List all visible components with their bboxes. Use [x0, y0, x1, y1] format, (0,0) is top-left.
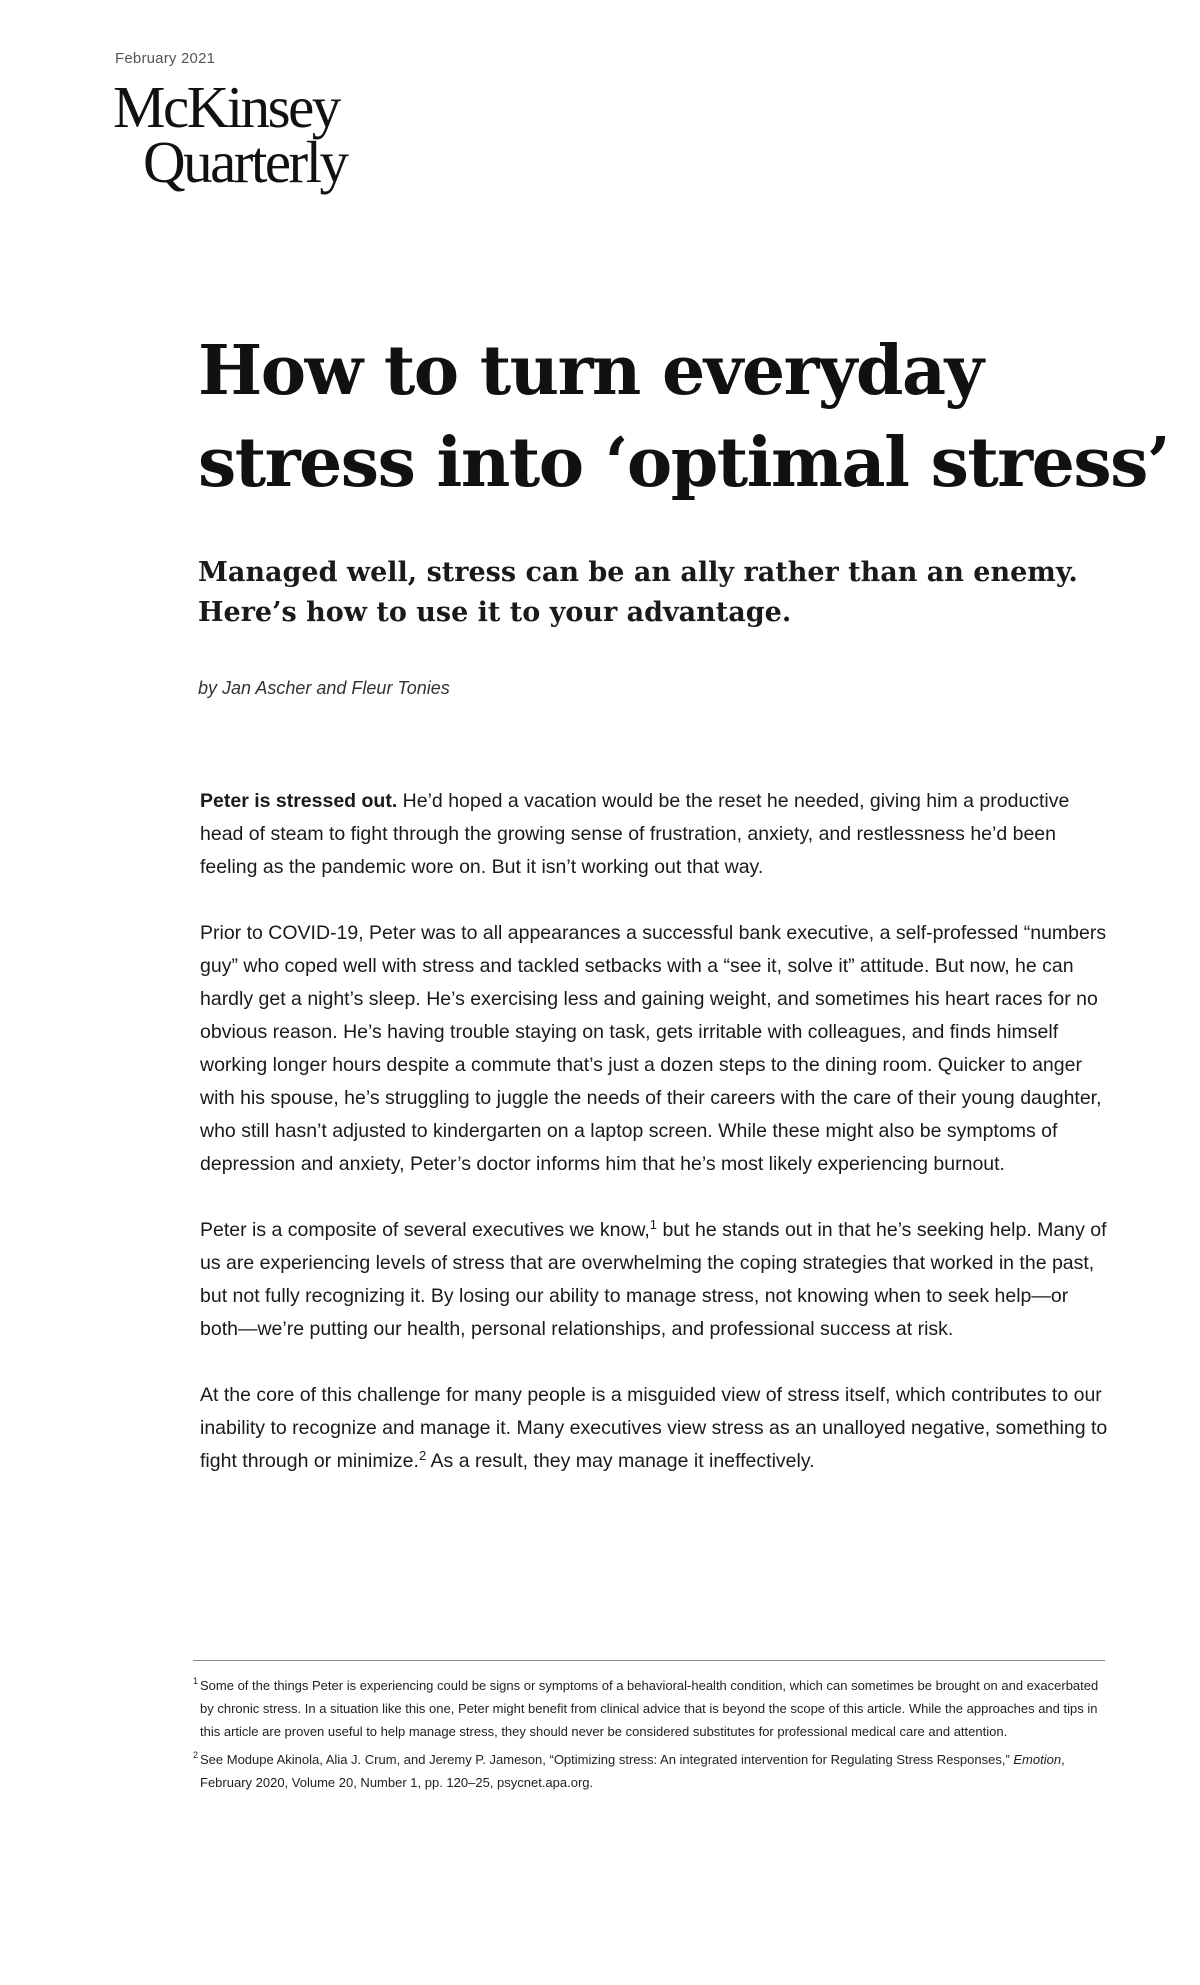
publication-date: February 2021 [115, 50, 216, 67]
paragraph-text: He’d hoped a vacation would be the reset he needed, giving him a productive head of steam to fight through the growing sense of frustration, anxiety, and restlessness he’d been feeling as the pandemic wore on. But it isn’t working out that way. [200, 790, 1070, 878]
footnote-reference-2[interactable]: 2 [418, 1448, 427, 1463]
paragraph-text: At the core of this challenge for many people is a misguided view of stress itself, which contributes to our inability to recognize and manage it. Many executives view stress as an unalloyed negative, something to fight through or minimize. [200, 1384, 1108, 1472]
byline: by Jan Ascher and Fleur Tonies [198, 678, 450, 698]
footnote-number: 1 [193, 1676, 199, 1686]
article-title-line-1: How to turn everyday [198, 331, 983, 411]
masthead-line-2: Quarterly [143, 129, 347, 195]
footnote-reference-1[interactable]: 1 [649, 1217, 658, 1232]
article-subtitle [198, 553, 1158, 633]
paragraph-text: but he stands out in that he’s seeking help. Many of us are experiencing levels of stress that are overwhelming the coping strategies that worked in the past, but not fully recognizing it. By losing our ability to manage stress, not knowing when to seek help—or both—we’re putting our health, personal relationships, and professional success at risk. [200, 1219, 1107, 1340]
masthead-logo [113, 74, 347, 195]
paragraph-1 [200, 785, 1110, 884]
footnote-text: Some of the things Peter is experiencing could be signs or symptoms of a behavioral-health condition, which can sometimes be brought on and exacerbated by chronic stress. In a situation like this one, Peter might benefit from clinical advice that is beyond the scope of this article. While the approaches and tips in this article are proven useful to help manage stress, they should never be considered substitutes for professional medical care and attention. [200, 1678, 1099, 1739]
masthead-line-1: McKinsey [113, 74, 339, 140]
article-subtitle-line-1: Managed well, stress can be an ally rather than an enemy. [198, 557, 1078, 588]
article-title [198, 325, 1170, 509]
footnote-text: See Modupe Akinola, Alia J. Crum, and Jeremy P. Jameson, “Optimizing stress: An integrated intervention for Regulating Stress Responses,” [200, 1752, 1014, 1767]
footnote-divider [193, 1660, 1105, 1661]
footnote-1 [193, 1674, 1105, 1743]
paragraph-3 [200, 1214, 1110, 1346]
paragraph-4 [200, 1379, 1110, 1478]
paragraph-text: Peter is a composite of several executives we know, [200, 1219, 650, 1241]
article-title-line-2: stress into ‘optimal stress’ [198, 423, 1170, 503]
paragraph-2 [200, 917, 1110, 1181]
paragraph-text: As a result, they may manage it ineffectively. [426, 1450, 815, 1472]
footnote-text: , February 2020, Volume 20, Number 1, pp. 120–25, psycnet.apa.org. [200, 1752, 1065, 1790]
paragraph-lead: Peter is stressed out. [200, 790, 398, 812]
article-subtitle-line-2: Here’s how to use it to your advantage. [198, 597, 792, 628]
article-body [200, 785, 1110, 1511]
journal-name: Emotion [1013, 1752, 1062, 1767]
paragraph-text: Prior to COVID-19, Peter was to all appearances a successful bank executive, a self-professed “numbers guy” who coped well with stress and tackled setbacks with a “see it, solve it” attitude. But now, he can hardly get a night’s sleep. He’s exercising less and gaining weight, and sometimes his heart races for no obvious reason. He’s having trouble staying on task, gets irritable with colleagues, and finds himself working longer hours despite a commute that’s just a dozen steps to the dining room. Quicker to anger with his spouse, he’s struggling to juggle the needs of their careers with the care of their young daughter, who still hasn’t adjusted to kindergarten on a laptop screen. While these might also be symptoms of depression and anxiety, Peter’s doctor informs him that he’s most likely experiencing burnout. [200, 922, 1107, 1175]
footnote-number: 2 [193, 1750, 199, 1760]
footnotes [193, 1674, 1105, 1799]
footnote-2 [193, 1748, 1105, 1794]
